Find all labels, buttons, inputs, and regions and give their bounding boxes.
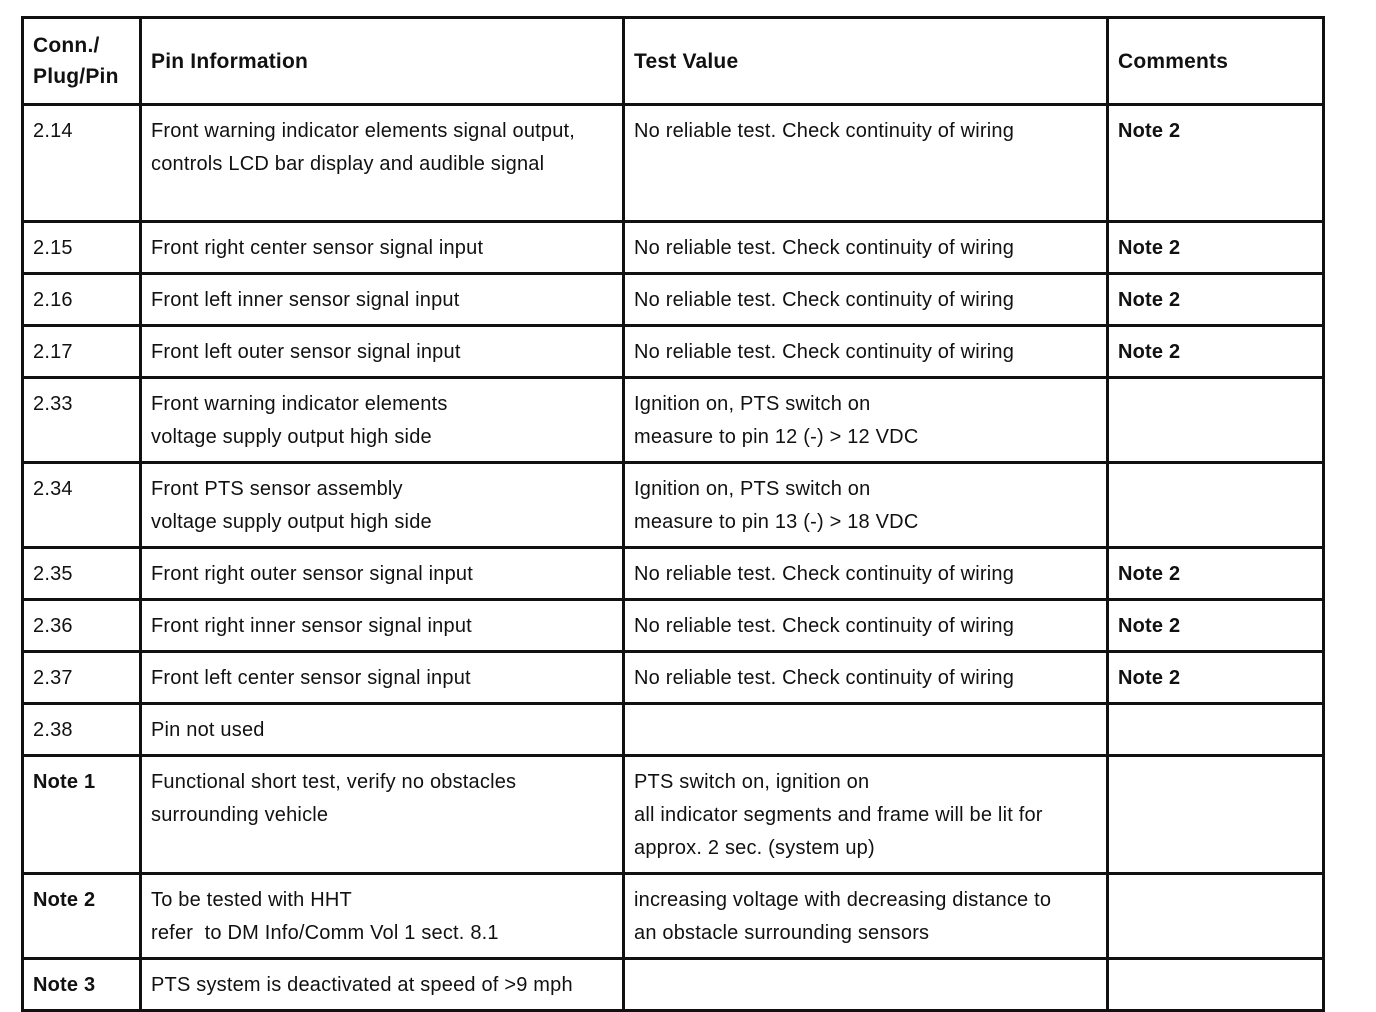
table-row <box>23 326 1324 378</box>
note-row <box>23 874 1324 959</box>
test-value-cell <box>624 378 1108 463</box>
header-conn-line1: Conn./ <box>33 34 100 57</box>
pin-cell: 2.37 <box>23 652 141 704</box>
note-comment-cell <box>1108 874 1324 959</box>
pin-table-sheet <box>21 16 1322 1012</box>
comment-cell: Note 2 <box>1108 222 1324 274</box>
note-label-cell: Note 3 <box>23 959 141 1011</box>
pin-info-line: voltage supply output high side <box>151 511 432 533</box>
test-value-cell <box>624 463 1108 548</box>
test-value-cell: No reliable test. Check continuity of wiring <box>624 222 1108 274</box>
note-test-line: increasing voltage with decreasing distance to <box>634 889 1052 911</box>
test-value-line: measure to pin 12 (-) > 12 VDC <box>634 426 919 448</box>
pin-info-cell <box>141 105 624 222</box>
note-label-cell: Note 1 <box>23 756 141 874</box>
pin-cell: 2.33 <box>23 378 141 463</box>
comment-cell <box>1108 704 1324 756</box>
note-test-line: PTS switch on, ignition on <box>634 771 870 793</box>
pin-cell: 2.16 <box>23 274 141 326</box>
table-row <box>23 548 1324 600</box>
pin-info-cell: Front right center sensor signal input <box>141 222 624 274</box>
header-test-value: Test Value <box>624 18 1108 105</box>
test-value-line: Ignition on, PTS switch on <box>634 478 871 500</box>
comment-cell <box>1108 463 1324 548</box>
pin-info-text: Front warning indicator elements signal output, controls LCD bar display and audible signal <box>151 120 576 175</box>
note-info-line: surrounding vehicle <box>151 804 329 826</box>
pin-cell: 2.36 <box>23 600 141 652</box>
comment-cell: Note 2 <box>1108 652 1324 704</box>
note-row <box>23 756 1324 874</box>
table-row <box>23 600 1324 652</box>
header-pin-information: Pin Information <box>141 18 624 105</box>
note-comment-cell <box>1108 756 1324 874</box>
note-info-cell <box>141 756 624 874</box>
note-test-cell <box>624 756 1108 874</box>
pin-info-cell <box>141 378 624 463</box>
pin-cell: 2.17 <box>23 326 141 378</box>
note-test-cell <box>624 959 1108 1011</box>
comment-cell: Note 2 <box>1108 548 1324 600</box>
note-test-line: all indicator segments and frame will be lit for <box>634 804 1043 826</box>
pin-info-cell <box>141 463 624 548</box>
test-value-line: Ignition on, PTS switch on <box>634 393 871 415</box>
pin-info-line: Front PTS sensor assembly <box>151 478 403 500</box>
header-comments: Comments <box>1108 18 1324 105</box>
note-info-cell: PTS system is deactivated at speed of >9 mph <box>141 959 624 1011</box>
pin-info-cell: Front right outer sensor signal input <box>141 548 624 600</box>
table-row <box>23 652 1324 704</box>
test-value-cell: No reliable test. Check continuity of wiring <box>624 274 1108 326</box>
test-value-cell: No reliable test. Check continuity of wiring <box>624 105 1108 222</box>
pin-cell: 2.14 <box>23 105 141 222</box>
pin-info-cell: Pin not used <box>141 704 624 756</box>
table-row <box>23 378 1324 463</box>
pin-cell: 2.35 <box>23 548 141 600</box>
test-value-cell: No reliable test. Check continuity of wiring <box>624 652 1108 704</box>
pin-info-cell: Front left outer sensor signal input <box>141 326 624 378</box>
note-test-line: an obstacle surrounding sensors <box>634 922 930 944</box>
table-row <box>23 222 1324 274</box>
test-value-cell: No reliable test. Check continuity of wiring <box>624 600 1108 652</box>
table-row <box>23 274 1324 326</box>
comment-cell: Note 2 <box>1108 326 1324 378</box>
comment-cell: Note 2 <box>1108 600 1324 652</box>
test-value-cell <box>624 704 1108 756</box>
table-row <box>23 704 1324 756</box>
pin-info-line: Front warning indicator elements <box>151 393 448 415</box>
pin-cell: 2.15 <box>23 222 141 274</box>
pin-cell: 2.38 <box>23 704 141 756</box>
note-info-cell <box>141 874 624 959</box>
header-conn-line2: Plug/Pin <box>33 65 119 88</box>
table-header-row <box>23 18 1324 105</box>
pin-info-line: voltage supply output high side <box>151 426 432 448</box>
table-row <box>23 463 1324 548</box>
note-info-line: refer to DM Info/Comm Vol 1 sect. 8.1 <box>151 922 499 944</box>
test-value-line: measure to pin 13 (-) > 18 VDC <box>634 511 919 533</box>
note-row <box>23 959 1324 1011</box>
note-test-cell <box>624 874 1108 959</box>
test-value-cell: No reliable test. Check continuity of wiring <box>624 548 1108 600</box>
note-test-line: approx. 2 sec. (system up) <box>634 837 875 859</box>
test-value-cell: No reliable test. Check continuity of wiring <box>624 326 1108 378</box>
pin-info-cell: Front right inner sensor signal input <box>141 600 624 652</box>
table-row <box>23 105 1324 222</box>
header-conn-plug-pin <box>23 18 141 105</box>
note-info-line: To be tested with HHT <box>151 889 352 911</box>
note-comment-cell <box>1108 959 1324 1011</box>
pin-info-cell: Front left inner sensor signal input <box>141 274 624 326</box>
note-info-line: Functional short test, verify no obstacles <box>151 771 517 793</box>
pin-info-cell: Front left center sensor signal input <box>141 652 624 704</box>
pin-cell: 2.34 <box>23 463 141 548</box>
comment-cell: Note 2 <box>1108 274 1324 326</box>
note-label-cell: Note 2 <box>23 874 141 959</box>
comment-cell <box>1108 378 1324 463</box>
comment-cell: Note 2 <box>1108 105 1324 222</box>
pin-information-table <box>21 16 1325 1012</box>
